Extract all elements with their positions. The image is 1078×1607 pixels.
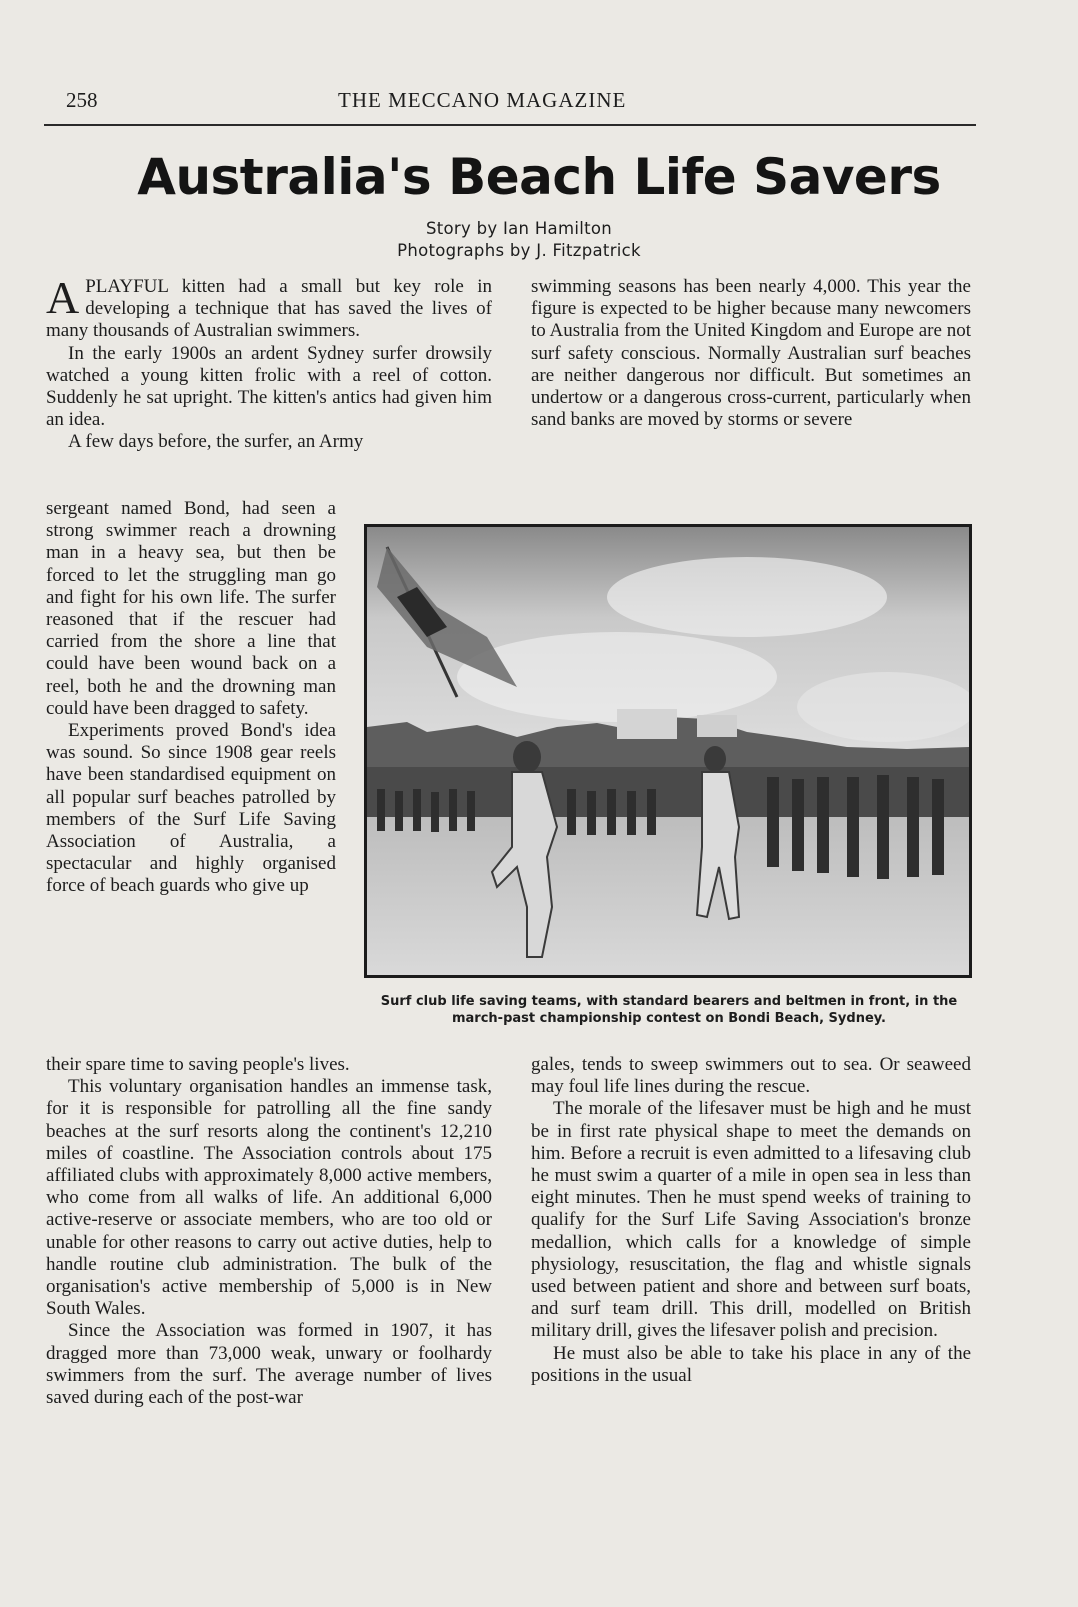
paragraph: He must also be able to take his place in any of the positions in the usual	[531, 1342, 971, 1386]
left-column-top	[46, 272, 492, 454]
paragraph: Since the Association was formed in 1907, it has dragged more than 73,000 weak, unwary or foolhardy swimmers from the surf. The average number of lives saved during each of the post-war	[46, 1320, 492, 1409]
left-column-narrow	[46, 498, 336, 898]
paragraph: sergeant named Bond, had seen a strong swimmer reach a drowning man in a heavy sea, but then be forced to let the struggling man go and fight for his own life. The surfer reasoned that if the rescuer had carried from the shore a line that could have been wound back on a reel, both he and the drowning man could have been dragged to safety.	[46, 498, 336, 719]
paragraph-text: PLAYFUL kitten had a small but key role in developing a technique that has saved the lives of many thousands of Australian swimmers.	[46, 276, 492, 342]
right-column-bottom	[531, 1054, 971, 1387]
magazine-title: THE MECCANO MAGAZINE	[338, 88, 627, 112]
drop-cap: A	[46, 272, 80, 323]
photo-caption: Surf club life saving teams, with standard bearers and beltmen in front, in the march-past championship contest on Bondi Beach, Sydney.	[380, 994, 958, 1026]
paragraph: Experiments proved Bond's idea was sound. So since 1908 gear reels have been standardised equipment on all popular surf beaches patrolled by members of the Surf Life Saving Association of Australia, a spectacular and highly organised force of beach guards who give up	[46, 720, 336, 897]
paragraph: This voluntary organisation handles an immense task, for it is responsible for patrolling all the fine sandy beaches at the surf resorts along the continent's 12,210 miles of coastline. The Association controls about 175 affiliated clubs with approximately 8,000 active members, who come from all walks of life. An additional 6,000 active-reserve or associate members, who are too old or unable for other reasons to carry out active duties, help to handle routine club administration. The bulk of the organisation's active membership of 5,000 is in New South Wales.	[46, 1076, 492, 1320]
left-column-bottom	[46, 1054, 492, 1409]
paragraph: A few days before, the surfer, an Army	[68, 431, 364, 453]
paragraph	[46, 272, 492, 343]
right-column-top	[531, 276, 971, 431]
article-title: Australia's Beach Life Savers	[137, 148, 941, 206]
story-credit: Story by Ian Hamilton	[425, 219, 613, 238]
page-number: 258	[66, 88, 98, 112]
paragraph: In the early 1900s an ardent Sydney surfer drowsily watched a young kitten frolic with a reel of cotton. Suddenly he sat upright. The kitten's antics had given him an idea.	[46, 342, 492, 431]
paragraph: their spare time to saving people's lives.	[46, 1054, 350, 1075]
photo-illustration	[367, 527, 969, 975]
photograph-march-past	[364, 524, 972, 978]
paragraph: swimming seasons has been nearly 4,000. This year the figure is expected to be higher because many newcomers to Australia from the United Kingdom and Europe are not surf safety conscious. Normally Australian surf beaches are neither dangerous nor difficult. But sometimes an undertow or a dangerous cross-current, particularly when sand banks are moved by storms or severe	[531, 276, 971, 431]
photo-credit: Photographs by J. Fitzpatrick	[397, 241, 641, 260]
paragraph: The morale of the lifesaver must be high and he must be in first rate physical shape to meet the demands on him. Before a recruit is even admitted to a lifesaving club he must swim a quarter of a mile in open sea in less than eight minutes. Then he must spend weeks of training to qualify for the Surf Life Saving Association's bronze medallion, which calls for a knowledge of simple physiology, resuscitation, the flag and whistle signals used between patient and shore and between surf boats, and surf team drill. This drill, modelled on British military drill, gives the lifesaver polish and precision.	[531, 1098, 971, 1342]
header-rule	[44, 124, 976, 126]
paragraph: gales, tends to sweep swimmers out to sea. Or seaweed may foul life lines during the rescue.	[531, 1054, 971, 1098]
